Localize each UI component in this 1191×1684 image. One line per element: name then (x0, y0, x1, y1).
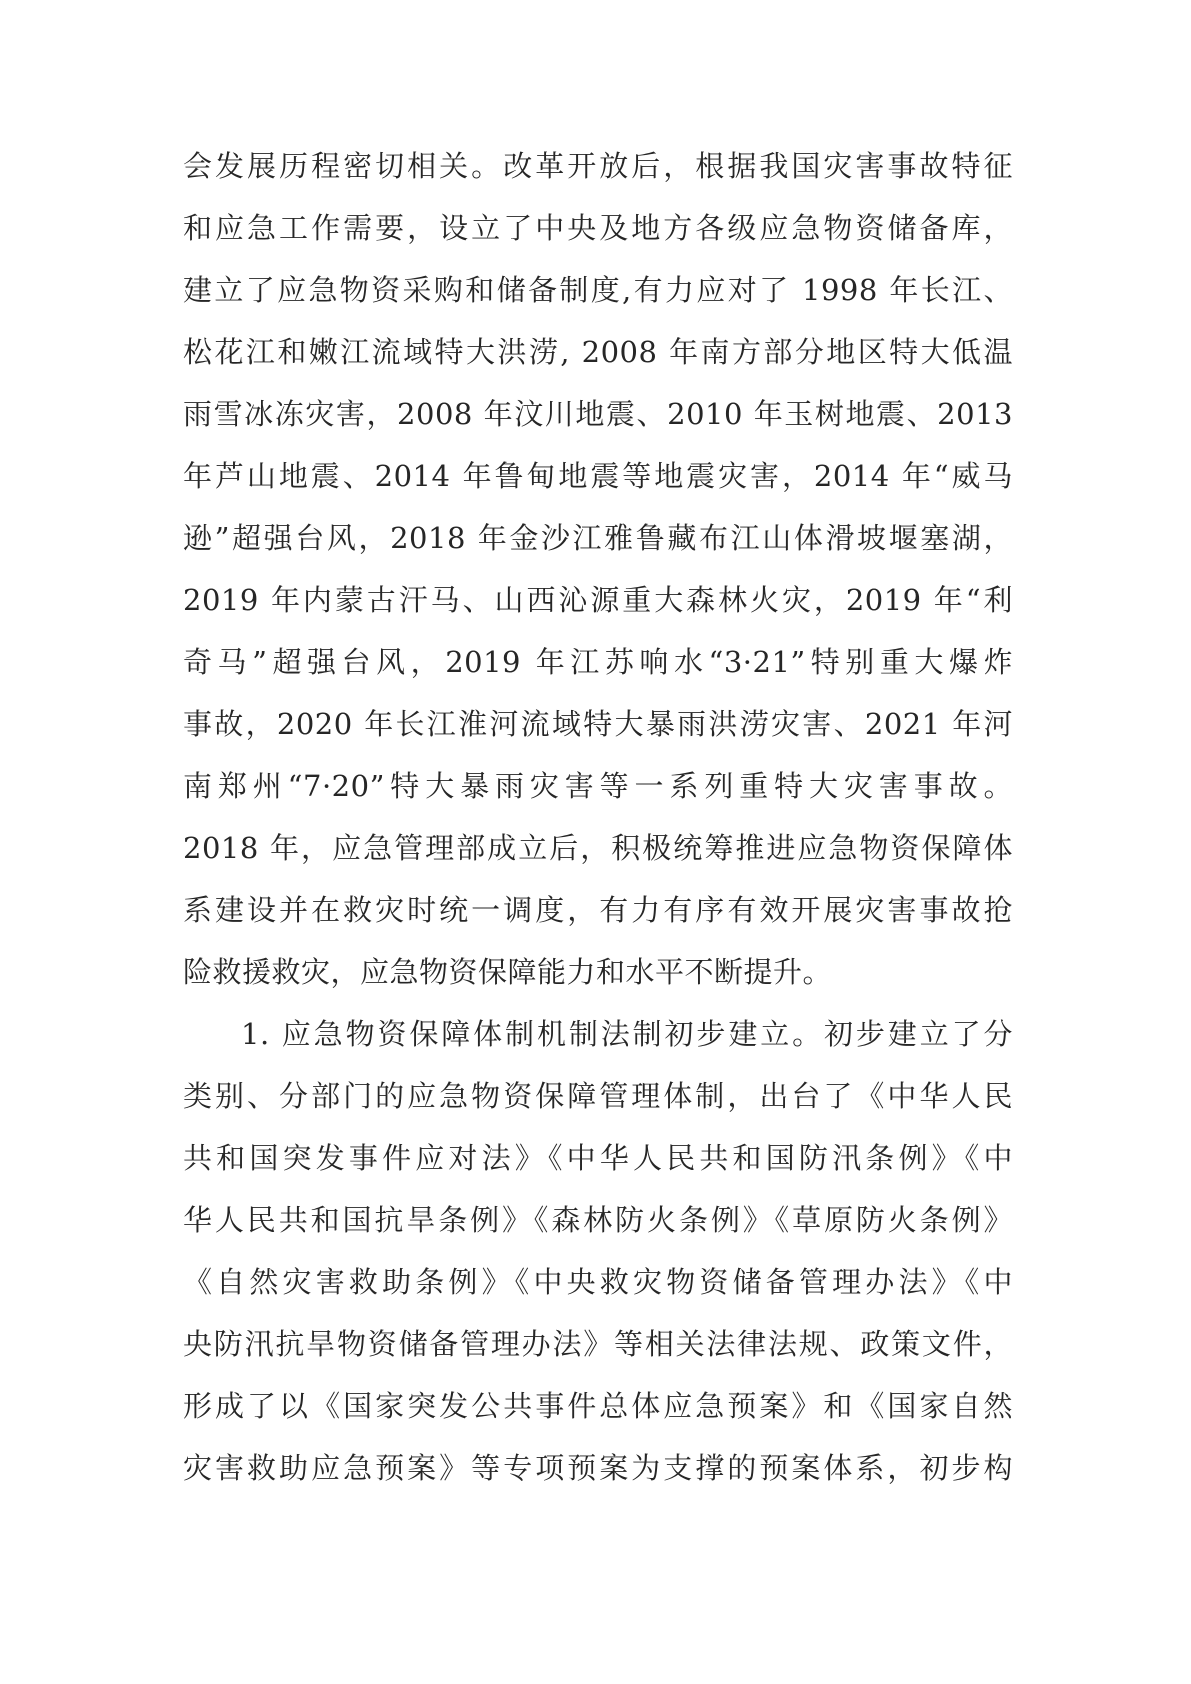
text-line: 央防汛抗旱物资储备管理办法》等相关法律法规、政策文件， (183, 1327, 1013, 1361)
text-line: 2018 年，应急管理部成立后，积极统筹推进应急物资保障体 (183, 831, 1013, 865)
body-text (183, 135, 1013, 1499)
text-line: 灾害救助应急预案》等专项预案为支撑的预案体系，初步构 (183, 1451, 1013, 1485)
text-line: 华人民共和国抗旱条例》《森林防火条例》《草原防火条例》 (183, 1203, 1013, 1237)
text-line: 2019 年内蒙古汗马、山西沁源重大森林火灾，2019 年“利 (183, 583, 1013, 617)
text-line: 1. 应急物资保障体制机制法制初步建立。初步建立了分 (241, 1017, 1013, 1051)
text-line: 奇马”超强台风，2019 年江苏响水“3·21”特别重大爆炸 (183, 645, 1013, 679)
text-line: 雨雪冰冻灾害，2008 年汶川地震、2010 年玉树地震、2013 (183, 397, 1013, 431)
text-line: 会发展历程密切相关。改革开放后，根据我国灾害事故特征 (183, 149, 1013, 183)
text-line: 松花江和嫩江流域特大洪涝, 2008 年南方部分地区特大低温 (183, 335, 1013, 369)
text-line: 类别、分部门的应急物资保障管理体制，出台了《中华人民 (183, 1079, 1013, 1113)
text-line: 建立了应急物资采购和储备制度,有力应对了 1998 年长江、 (183, 273, 1013, 307)
text-line: 南郑州“7·20”特大暴雨灾害等一系列重特大灾害事故。 (183, 769, 1013, 803)
text-line: 事故，2020 年长江淮河流域特大暴雨洪涝灾害、2021 年河 (183, 707, 1013, 741)
text-line: 形成了以《国家突发公共事件总体应急预案》和《国家自然 (183, 1389, 1013, 1423)
text-line: 和应急工作需要，设立了中央及地方各级应急物资储备库， (183, 211, 1013, 245)
text-line: 年芦山地震、2014 年鲁甸地震等地震灾害，2014 年“威马 (183, 459, 1013, 493)
text-line: 险救援救灾，应急物资保障能力和水平不断提升。 (183, 955, 833, 989)
text-line: 《自然灾害救助条例》《中央救灾物资储备管理办法》《中 (183, 1265, 1013, 1299)
text-line: 逊”超强台风，2018 年金沙江雅鲁藏布江山体滑坡堰塞湖， (183, 521, 1013, 555)
text-line: 系建设并在救灾时统一调度，有力有序有效开展灾害事故抢 (183, 893, 1013, 927)
text-line: 共和国突发事件应对法》《中华人民共和国防汛条例》《中 (183, 1141, 1013, 1175)
